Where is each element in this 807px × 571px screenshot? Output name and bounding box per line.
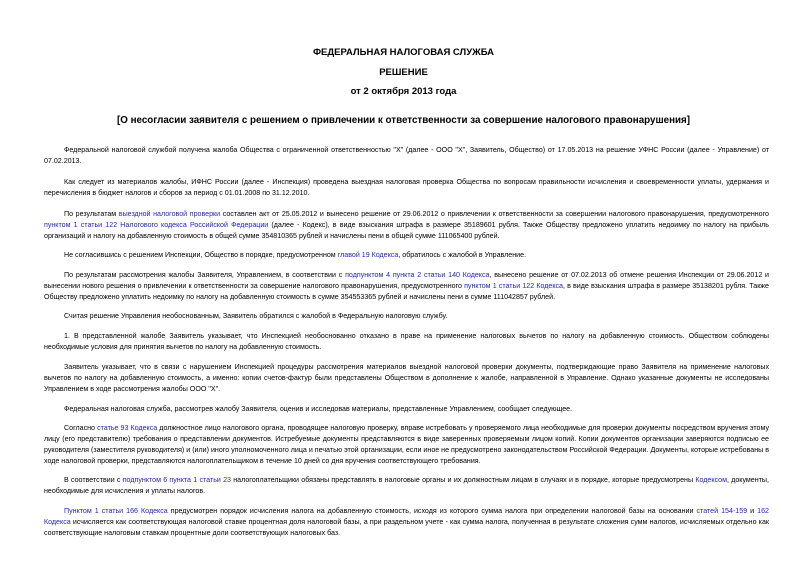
paragraph-text: По результатам <box>64 210 119 218</box>
legal-reference-link[interactable]: Пунктом 1 статьи 166 Кодекса <box>64 507 168 515</box>
paragraph-text: , документы, необходимые для исчисления и уплаты налогов. <box>44 476 769 495</box>
legal-reference-link[interactable]: главой 19 Кодекса <box>337 251 399 259</box>
paragraph-11 <box>44 475 769 497</box>
paragraph-text: 1. В представленной жалобе Заявитель указывает, что Инспекцией необоснованно отказано в праве на применение налоговых вычетов по налогу на добавленную стоимость. Обществом соблюдены необходимые условия для принятия вычетов по налогу на добавленную стоимость. <box>44 332 769 351</box>
paragraph-text: Считая решение Управления необоснованным, Заявитель обратился с жалобой в Федеральную налоговую службу. <box>64 312 448 320</box>
legal-reference-link[interactable]: статей 154-159 <box>696 507 748 515</box>
legal-reference-link[interactable]: Кодексом <box>695 476 727 484</box>
paragraph-6 <box>44 311 769 322</box>
paragraph-text: должностное лицо налогового органа, проводящее налоговую проверку, вправе истребовать у проверяемого лица необходимые для проверки документы посредством вручения этому лицу (его представителю) требования о представлении документов. Истребуемые документы представляются в виде заверенных проверяемым лицом копий. Копии документов организации заверяются подписью ее руководителя (заместителя руководителя) и (или) иного уполномоченного лица и печатью этой организации, если иное не предусмотрено законодательством Российской Федерации. Документы, которые истребованы в ходе налоговой проверки, представляются налогоплательщиком в течение 10 дней со дня вручения соответствующего требования. <box>44 424 769 465</box>
paragraph-text: Заявитель указывает, что в связи с нарушением Инспекцией процедуры рассмотрения материалов выездной налоговой проверки документы, подтверждающие право Заявителя на применение налоговых вычетов по налогу на добавленную стоимость, а именно: копии счетов-фактур были представлены Обществом в дополнение к жалобе, направленной в Управление. Однако указанные документы не исследованы Управлением в ходе рассмотрения жалобы ООО "Х". <box>44 363 769 393</box>
paragraph-text: , обратилось с жалобой в Управление. <box>398 251 527 259</box>
document-date: от 2 октября 2013 года <box>350 86 457 97</box>
paragraph-10 <box>44 423 769 467</box>
legal-reference-link[interactable]: подпунктом 4 пункта 2 статьи 140 Кодекса <box>345 271 490 279</box>
legal-reference-link[interactable]: 162 Кодекса <box>44 507 769 526</box>
paragraph-4 <box>44 250 769 261</box>
paragraph-5 <box>44 270 769 303</box>
paragraph-text: Согласно <box>64 424 98 432</box>
paragraph-7 <box>44 331 769 353</box>
paragraph-text: Федеральной налоговой службой получена жалоба Общества с ограниченной ответственностью "Х" (далее - ООО "Х", Заявитель, Общество) от 17.05.2013 на решение УФНС России (далее - Управление) от 07.02.2013. <box>44 146 769 165</box>
paragraph-text: По результатам рассмотрения жалобы Заявителя, Управлением, в соответствии с <box>64 271 346 279</box>
paragraph-text: предусмотрен порядок исчисления налога на добавленную стоимость, исходя из которого сумма налога при определении налоговой базы на основании <box>167 507 697 515</box>
paragraph-text: В соответствии с <box>64 476 123 484</box>
paragraph-2 <box>44 177 769 199</box>
legal-reference-link[interactable]: подпунктом 6 пункта 1 статьи 23 <box>122 476 232 484</box>
paragraph-text: составлен акт от 25.05.2012 и вынесено решение от 29.06.2012 о привлечении к ответственности за совершении налогового правонарушения, предусмотренного <box>220 210 770 218</box>
paragraph-text: Как следует из материалов жалобы, ИФНС России (далее - Инспекция) проведена выездная налоговая проверка Общества по вопросам правильности исчисления и своевременности уплаты, удержания и перечисления в бюджет налогов и сборов за период с 01.01.2008 по 31.12.2010. <box>44 178 769 197</box>
paragraph-text: Не согласившись с решением Инспекции, Общество в порядке, предусмотренном <box>64 251 338 259</box>
legal-reference-link[interactable]: статье 93 Кодекса <box>97 424 158 432</box>
paragraph-12 <box>44 506 769 539</box>
document-subject: [О несогласии заявителя с решением о привлечении к ответственности за совершение налогового правонарушения] <box>116 115 690 126</box>
paragraph-3 <box>44 209 769 242</box>
paragraph-text: исчисляется как соответствующая налоговой ставке процентная доля налоговой базы, а при раздельном учете - как сумма налога, полученная в результате сложения сумм налогов, исчисляемых отдельно как соответствующие налоговым ставкам процентные доли соответствующих налоговых баз. <box>44 517 769 537</box>
legal-reference-link[interactable]: пунктом 1 статьи 122 Кодекса <box>464 281 563 290</box>
paragraph-text: и <box>747 507 758 515</box>
legal-reference-link[interactable]: пунктом 1 статьи 122 Налогового кодекса Российской Федерации <box>44 220 269 229</box>
paragraph-1 <box>44 145 769 167</box>
paragraph-9 <box>44 404 769 415</box>
document-type: РЕШЕНИЕ <box>379 67 428 78</box>
paragraph-text: , вынесено решение от 07.02.2013 об отмене решения Инспекции от 29.06.2012 и вынесении нового решения о привлечении к ответственности за совершение налогового правонарушения, предусмотренного <box>44 271 770 290</box>
paragraph-text: , в виде взыскания штрафа в размере 35138201 рубля. Также Обществу предложено уплатить недоимку по налогу на добавленную стоимость в сумме 354553365 рублей и начислены пени в сумме 111042857 рублей. <box>44 281 769 301</box>
paragraph-text: Федеральная налоговая служба, рассмотрев жалобу Заявителя, оценив и исследовав материалы, представленные Управлением, сообщает следующее. <box>64 405 573 413</box>
legal-reference-link[interactable]: выездной налоговой проверки <box>118 210 221 218</box>
paragraph-text: (далее - Кодекс), в виде взыскания штрафа в размере 35189601 рубля. Также Обществу предложено уплатить недоимку по налогу на прибыль организаций и налогу на добавленную стоимость в общей сумме 354810365 рублей и начислены пени в общей сумме 111065400 рублей. <box>44 220 769 240</box>
paragraph-8 <box>44 362 769 395</box>
paragraph-text: налогоплательщики обязаны представлять в налоговые органы и их должностным лицам в случаях и в порядке, которые предусмотрены <box>231 476 696 484</box>
agency-title: ФЕДЕРАЛЬНАЯ НАЛОГОВАЯ СЛУЖБА <box>312 47 495 58</box>
